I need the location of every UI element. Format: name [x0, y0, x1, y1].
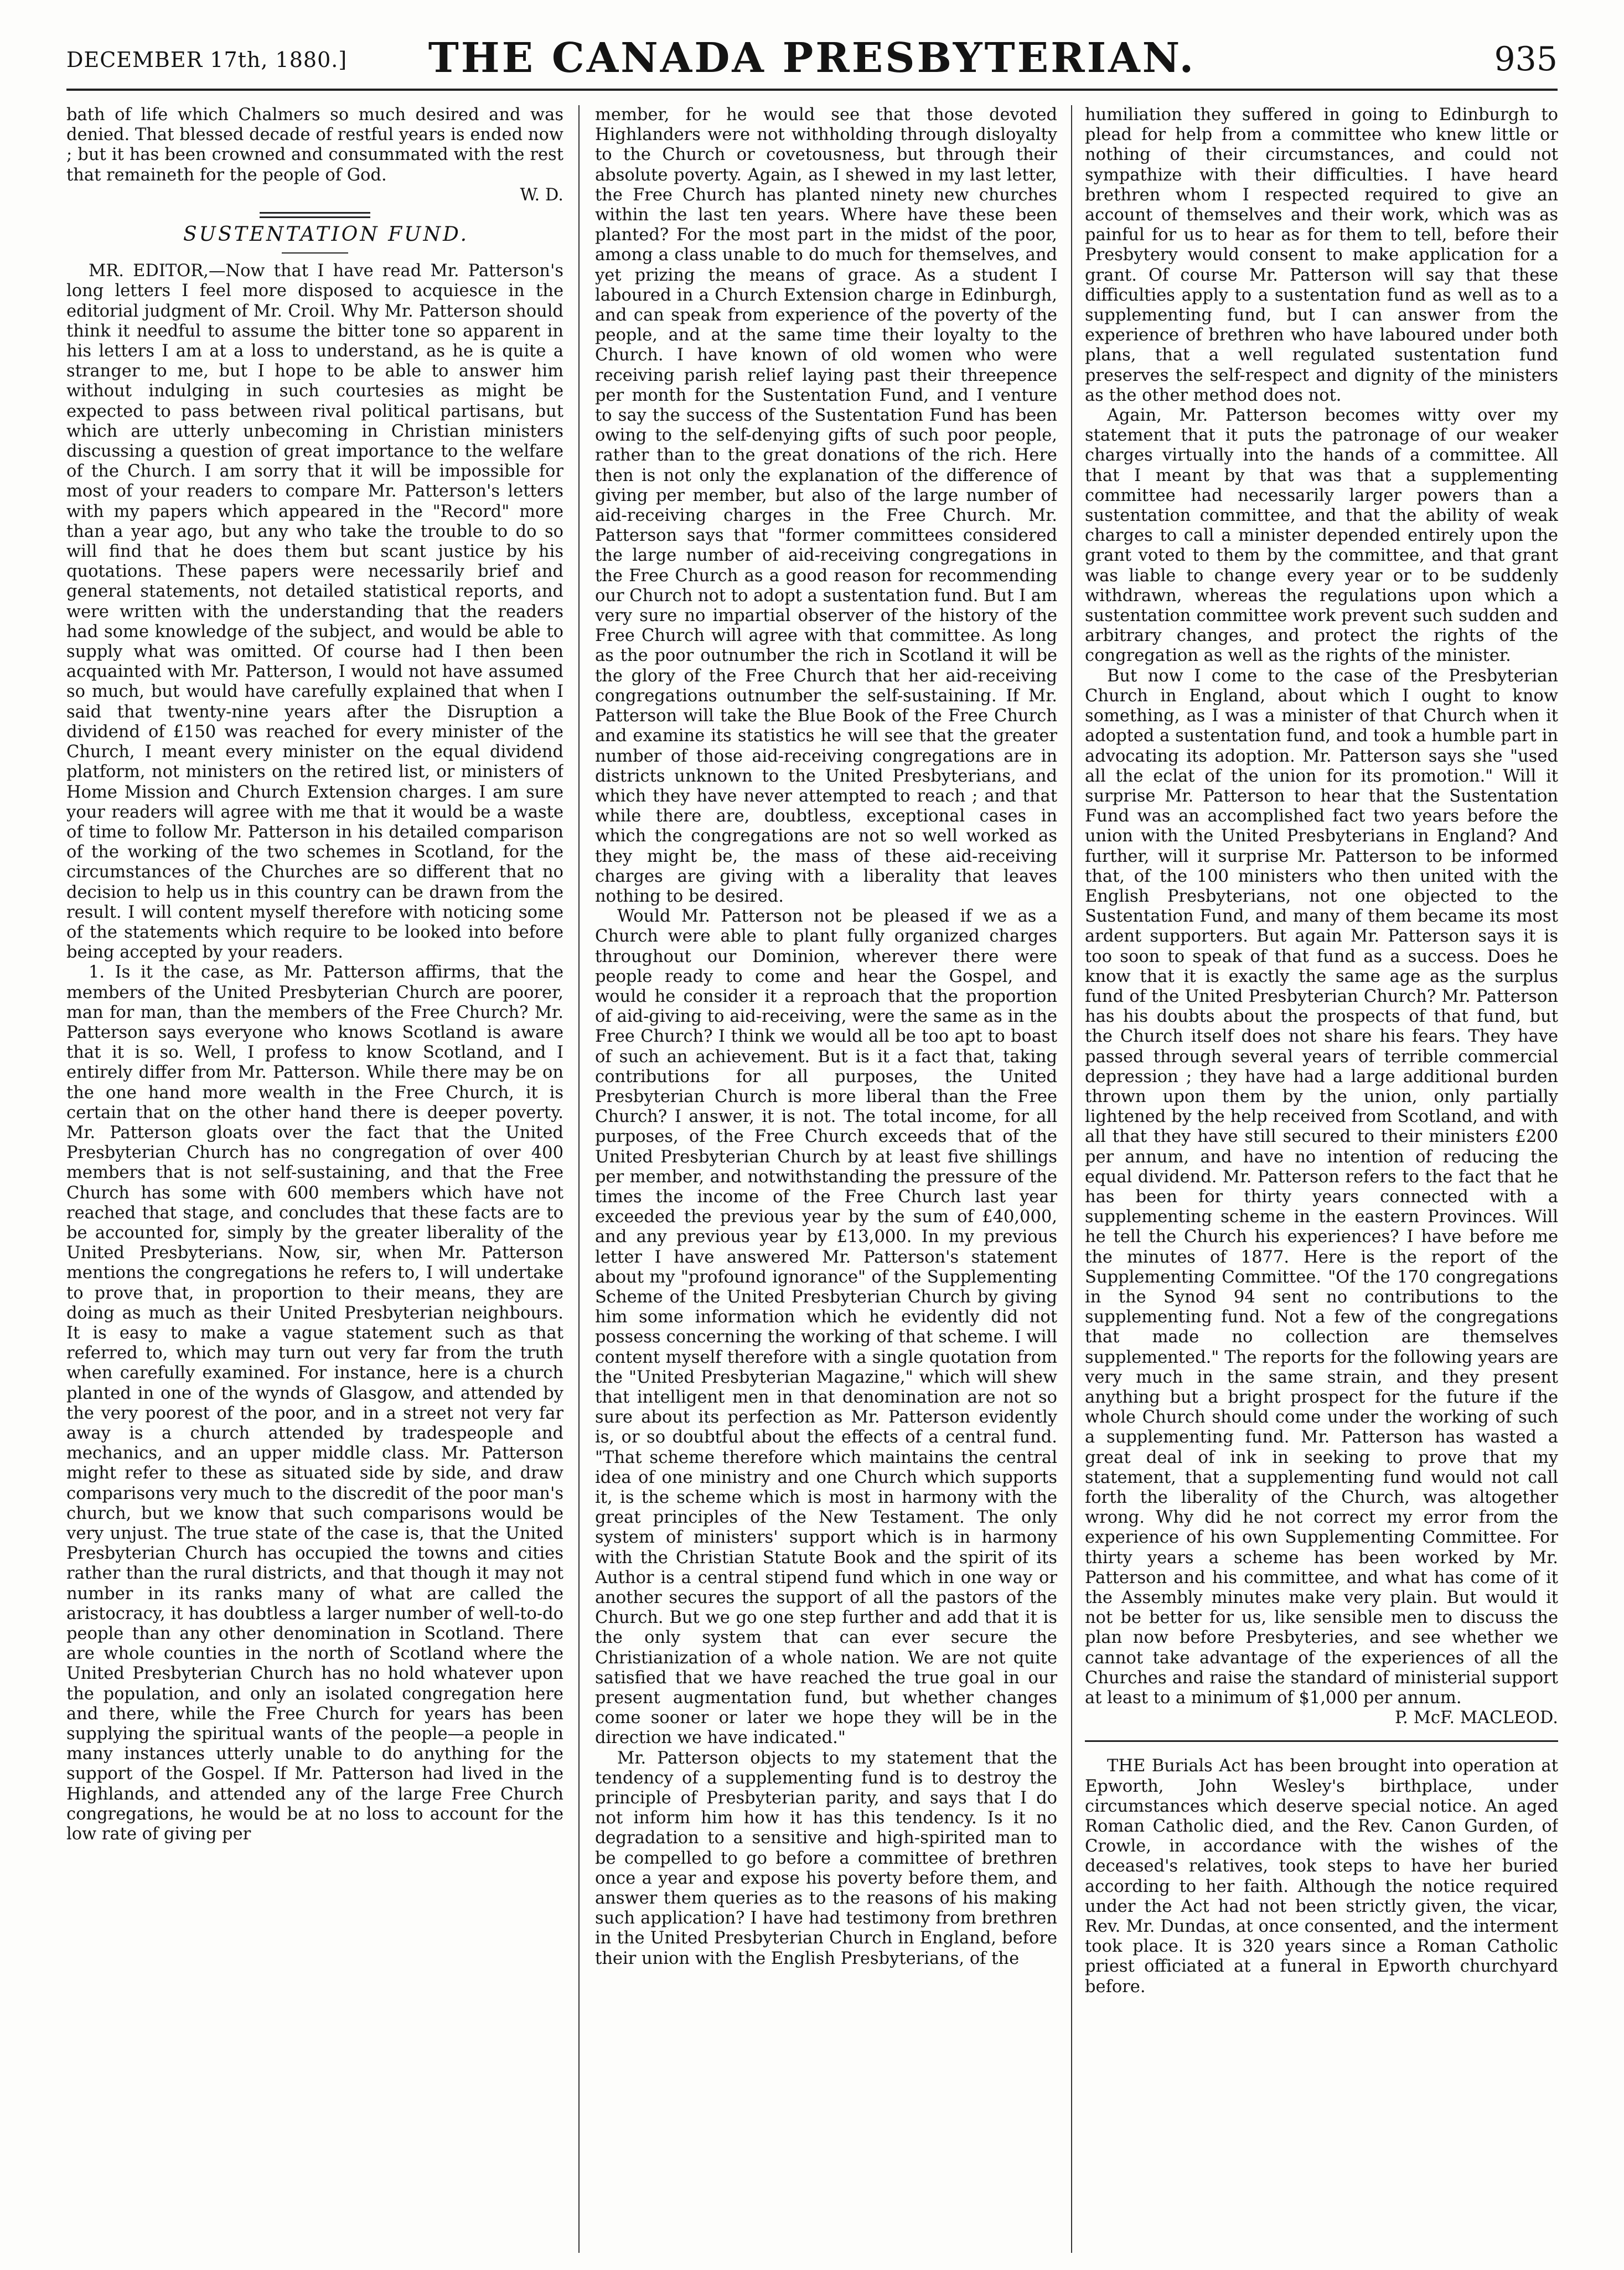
- letter-paragraph: Again, Mr. Patterson becomes witty over my statement that it puts the patronage of our weaker charges virtually into the hands of a committee. All that I meant by that was that a supplementing committee had necessarily larger powers than a sustentation committee, and that the ability of weak charges to call a minister depended entirely upon the grant voted to them by the committee, and that grant was liable to change every year or to be suddenly withdrawn, whereas the regulations upon which a sustentation committee work prevent such sudden and arbitrary changes, and protect the rights of the congregation as well as the rights of the minister.: [1085, 406, 1558, 666]
- letter-paragraph: MR. EDITOR,—Now that I have read Mr. Patterson's long letters I feel more disposed to acquiesce in the editorial judgment of Mr. Croil. Why Mr. Patterson should think it needful to assume the bitter tone so apparent in his letters I am at a loss to understand, as he is quite a stranger to me, but I hope to be able to answer him without indulging in such courtesies as might be expected to pass between rival political partisans, but which are utterly unbecoming in Christian ministers discussing a question of great importance to the welfare of the Church. I am sorry that it will be impossible for most of your readers to compare Mr. Patterson's letters with my papers which appeared in the "Record" more than a year ago, but any who take the trouble to do so will find that he does them but scant justice by his quotations. These papers were necessarily brief and general statements, not detailed statistical reports, and were written with the understanding that the readers had some knowledge of the subject, and would be able to supply what was omitted. Of course had I then been acquainted with Mr. Patterson, I would not have assumed so much, but would have carefully explained that when I said that twenty-nine years after the Disruption a dividend of £150 was reached for every minister of the Church, I meant every minister on the equal dividend platform, not ministers on the retired list, or ministers of Home Mission and Church Extension charges. I am sure your readers will agree with me that it would be a waste of time to follow Mr. Patterson in his detailed comparison of the working of the two schemes in Scotland, for the circumstances of the Churches are so different that no decision to help us in this country can be drawn from the result. I will content myself therefore with noticing some of the statements which require to be looked into before being accepted by your readers.: [66, 261, 563, 963]
- masthead-title: THE CANADA PRESBYTERIAN.: [428, 34, 1196, 82]
- heading-rule: [282, 252, 348, 254]
- column-divider-2: [1071, 105, 1072, 2253]
- column-1: [66, 105, 563, 2253]
- letter-paragraph: 1. Is it the case, as Mr. Patterson affirms, that the members of the United Presbyterian Church are poorer, man for man, than the members of the Free Church? Mr. Patterson says everyone who knows Scotland is aware that it is so. Well, I profess to know Scotland, and I entirely differ from Mr. Patterson. While there may be on the one hand more wealth in the Free Church, it is certain that on the other hand there is deeper poverty. Mr. Patterson gloats over the fact that the United Presbyterian Church has no congregation of over 400 members that is not self-sustaining, and that the Free Church has some with 600 members which have not reached that stage, and concludes that these facts are to be accounted for, simply by the greater liberality of the United Presbyterians. Now, sir, when Mr. Patterson mentions the congregations he refers to, I will undertake to prove that, in proportion to their means, they are doing as much as their United Presbyterian neighbours. It is easy to make a vague statement such as that referred to, which may turn out very far from the truth when carefully examined. For instance, here is a church planted in one of the wynds of Glasgow, and attended by the very poorest of the poor, and in a street not very far away is a church attended by tradespeople and mechanics, and an upper middle class. Mr. Patterson might refer to these as situated side by side, and draw comparisons very much to the discredit of the poor man's church, but we know that such comparisons would be very unjust. The true state of the case is, that the United Presbyterian Church has occupied the towns and cities rather than the rural districts, and that though it may not number in its ranks many of what are called the aristocracy, it has doubtless a larger number of well-to-do people than any other denomination in Scotland. There are whole counties in the north of Scotland where the United Presbyterian Church has no hold whatever upon the population, and only an isolated congregation here and there, while the Free Church for years has been supplying the spiritual wants of the people—a people in many instances utterly unable to do anything for the support of the Gospel. If Mr. Patterson had lived in the Highlands, and attended any of the large Free Church congregations, he would be at no loss to account for the low rate of giving per: [66, 963, 563, 1844]
- header-rule: [66, 89, 1558, 91]
- news-item-paragraph: THE Burials Act has been brought into operation at Epworth, John Wesley's birthplace, under circumstances which deserve special notice. An aged Roman Catholic died, and the Rev. Canon Gurden, of Crowle, in accordance with the wishes of the deceased's relatives, took steps to have her buried according to her faith. Although the notice required under the Act had not been strictly given, the vicar, Rev. Mr. Dundas, at once consented, and the interment took place. It is 320 years since a Roman Catholic priest officiated at a funeral in Epworth churchyard before.: [1085, 1756, 1558, 1997]
- column-divider-1: [578, 105, 580, 2253]
- article-ending-paragraph: bath of life which Chalmers so much desired and was denied. That blessed decade of restful years is ended now ; but it has been crowned and consummated with the rest that remaineth for the people of God.: [66, 105, 563, 185]
- article-heading: SUSTENTATION FUND.: [183, 223, 469, 246]
- page-number: 935: [1494, 40, 1558, 79]
- letter-paragraph: member, for he would see that those devoted Highlanders were not withholding through disloyalty to the Church or covetousness, but through their absolute poverty. Again, as I shewed in my last letter, the Free Church has planted ninety new churches within the last ten years. Where have these been planted? For the most part in the midst of the poor, among a class unable to do much for themselves, and yet prizing the means of grace. As a student I laboured in a Church Extension charge in Edinburgh, and can speak from experience of the poverty of the people, and at the same time their loyalty to the Church. I have known of old women who were receiving parish relief laying past their threepence per month for the Sustentation Fund, and I venture to say the success of the Sustentation Fund has been owing to the self-denying gifts of such poor people, rather than to the great donations of the rich. Here then is not only the explanation of the difference of giving per member, but also of the large number of aid-receiving charges in the Free Church. Mr. Patterson says that "former committees considered the large number of aid-receiving congregations in the Free Church as a good reason for recommending our Church not to adopt a sustentation fund. But I am very sure no impartial observer of the history of the Free Church will agree with that committee. As long as the poor outnumber the rich in Scotland it will be the glory of the Free Church that her aid-receiving congregations outnumber the self-sustaining. If Mr. Patterson will take the Blue Book of the Free Church and examine its statistics he will see that the greater number of those aid-receiving congregations are in districts unknown to the United Presbyterians, and which they have never attempted to reach ; and that while there are, doubtless, exceptional cases in which the congregations are not so well worked as they might be, the mass of these aid-receiving charges are giving with a liberality that leaves nothing to be desired.: [595, 105, 1057, 906]
- section-divider: [260, 212, 370, 218]
- letter-paragraph: Would Mr. Patterson not be pleased if we as a Church were able to plant fully organized charges throughout our Dominion, wherever there were people ready to come and hear the Gospel, and would he consider it a reproach that the proportion of aid-giving to aid-receiving, were the same as in the Free Church? I think we would all be too apt to boast of such an achievement. But is it a fact that, taking contributions for all purposes, the United Presbyterian Church is more liberal than the Free Church? I answer, it is not. The total income, for all purposes, of the Free Church exceeds that of the United Presbyterian Church by at least five shillings per member, and notwithstanding the pressure of the times the income of the Free Church last year exceeded the previous year by the sum of £40,000, and any previous year by £13,000. In my previous letter I have answered Mr. Patterson's statement about my "profound ignorance" of the Supplementing Scheme of the United Presbyterian Church by giving him some information which he evidently did not possess concerning the working of that scheme. I will content myself therefore with a single quotation from the "United Presbyterian Magazine," which will shew that intelligent men in that denomination are not so sure about its perfection as Mr. Patterson evidently is, or so doubtful about the effects of a central fund. "That scheme therefore which maintains the central idea of one ministry and one Church which supports it, is the scheme which is most in harmony with the great principles of the New Testament. The only system of ministers' support which is in harmony with the Christian Statute Book and the spirit of its Author is a central stipend fund which in one way or another secures the support of all the pastors of the Church. But we go one step further and add that it is the only system that can ever secure the Christianization of a whole nation. We are not quite satisfied that we have reached the true goal in our present augmentation fund, but whether changes come sooner or later we hope they will be in the direction we have indicated.": [595, 907, 1057, 1748]
- page-header: [66, 23, 1558, 90]
- section-divider: [1085, 1740, 1558, 1742]
- issue-date: DECEMBER 17th, 1880.]: [66, 48, 348, 72]
- article-signature: W. D.: [520, 185, 563, 205]
- column-3: [1085, 105, 1558, 2253]
- letter-signature: P. McF. MACLEOD.: [1394, 1708, 1558, 1728]
- letter-paragraph: But now I come to the case of the Presbyterian Church in England, about which I ought to know something, as I was a minister of that Church when it adopted a sustentation fund, and took a humble part in advocating its adoption. Mr. Patterson says she "used all the eclat of the union for its promotion." Will it surprise Mr. Patterson to hear that the Sustentation Fund was an accomplished fact two years before the union with the United Presbyterians in England? And further, will it surprise Mr. Patterson to be informed that, of the 100 ministers who then united with the English Presbyterians, not one objected to the Sustentation Fund, and many of them became its most ardent supporters. But again Mr. Patterson says it is too soon to speak of that fund as a success. Does he know that it is exactly the same age as the surplus fund of the United Presbyterian Church? Mr. Patterson has his doubts about the prospects of that fund, but the Church itself does not share his fears. They have passed through several years of terrible commercial depression ; they have had a large additional burden thrown upon them by the union, only partially lightened by the help received from Scotland, and with all that they have still secured to their ministers £200 per annum, and have no intention of reducing the equal dividend. Mr. Patterson refers to the fact that he has been for thirty years connected with a supplementing scheme in the eastern Provinces. Will he tell the Church his experiences? I have before me the minutes of 1877. Here is the report of the Supplementing Committee. "Of the 170 congregations in the Synod 94 sent no contributions to the supplementing fund. Not a few of the congregations that made no collection are themselves supplemented." The reports for the following years are very much in the same strain, and they present anything but a bright prospect for the future if the whole Church should come under the working of such a supplementing fund. Mr. Patterson has wasted a great deal of ink in seeking to prove that my statement, that a supplementing fund would not call forth the liberality of the Church, was altogether wrong. Why did he not correct my error from the experience of his own Supplementing Committee. For thirty years a scheme has been worked by Mr. Patterson and his committee, and what has come of it the Assembly minutes make very plain. But would it not be better for us, like sensible men to discuss the plan now before Presbyteries, and see whether we cannot take advantage of the experiences of all the Churches and raise the standard of ministerial support at least to a minimum of $1,000 per annum.: [1085, 666, 1558, 1708]
- letter-paragraph: Mr. Patterson objects to my statement that the tendency of a supplementing fund is to destroy the principle of Presbyterian parity, and says that I do not inform him how it has this tendency. Is it no degradation to a sensitive and high-spirited man to be compelled to go before a committee of brethren once a year and expose his poverty before them, and answer them queries as to the reasons of his making such application? I have had testimony from brethren in the United Presbyterian Church in England, before their union with the English Presbyterians, of the: [595, 1748, 1057, 1968]
- letter-paragraph: humiliation they suffered in going to Edinburgh to plead for help from a committee who knew little or nothing of their circumstances, and could not sympathize with their difficulties. I have heard brethren whom I respected required to give an account of themselves and their work, which was as painful for us to hear as for them to tell, before their Presbytery would consent to make application for a grant. Of course Mr. Patterson will say that these difficulties apply to a sustentation fund as well as to a supplementing fund, but I can answer from the experience of brethren who have laboured under both plans, that a well regulated sustentation fund preserves the self-respect and dignity of the ministers as the other method does not.: [1085, 105, 1558, 405]
- column-2: [595, 105, 1057, 2253]
